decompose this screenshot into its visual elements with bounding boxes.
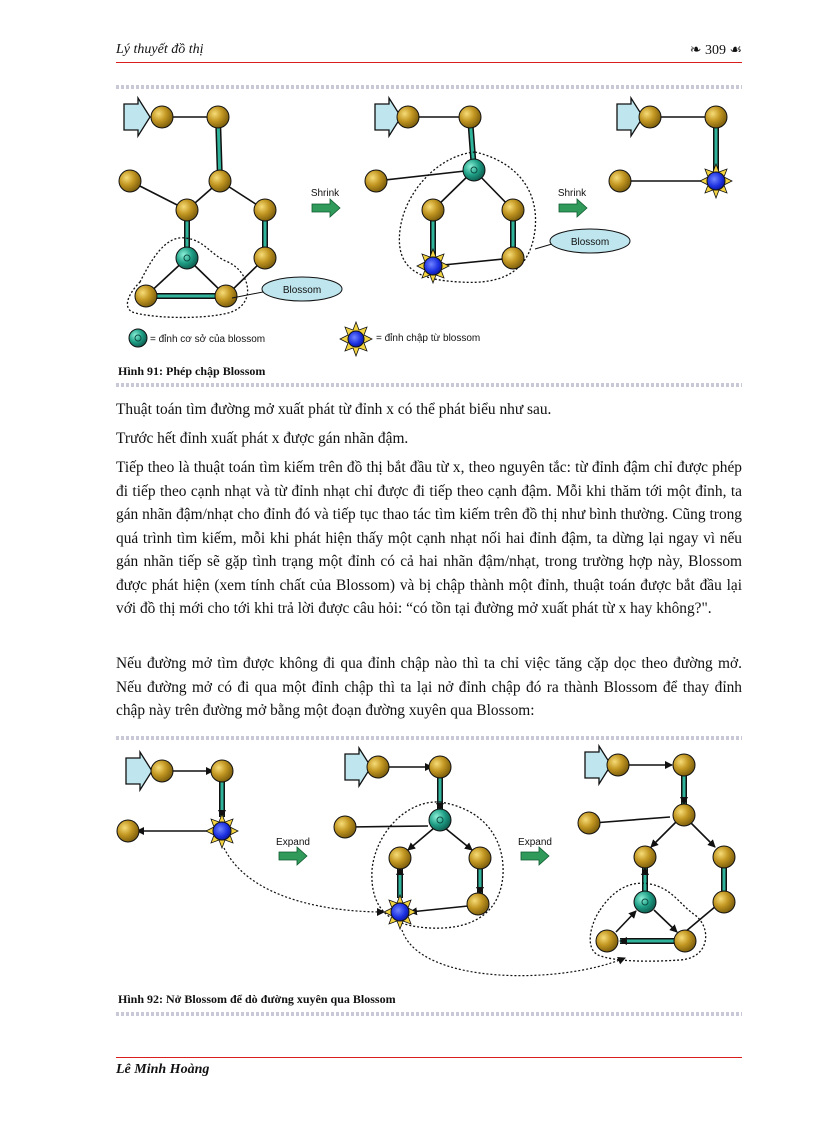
- edge: [408, 828, 434, 850]
- figure-92-bottom-divider: [116, 1012, 742, 1016]
- vertex: [215, 285, 237, 307]
- shrink-label: Shrink: [310, 188, 340, 199]
- shrink-arrow-icon: [312, 199, 340, 217]
- figure-91-top-divider: [116, 85, 742, 89]
- vertex: [634, 846, 656, 868]
- page-number-value: 309: [704, 43, 726, 58]
- shrink-arrow-icon: [559, 199, 587, 217]
- edge: [349, 826, 428, 827]
- contracted-vertex: [213, 822, 231, 840]
- vertex: [502, 199, 524, 221]
- contracted-vertex: [707, 172, 725, 190]
- start-arrow-icon: [124, 98, 150, 136]
- vertex: [422, 199, 444, 221]
- vertex: [639, 106, 661, 128]
- vertex: [119, 170, 141, 192]
- edge: [445, 828, 472, 850]
- footer-author: Lê Minh Hoàng: [116, 1062, 210, 1077]
- figure-92-top-divider: [116, 736, 742, 740]
- blossom-bubble-label: Blossom: [570, 237, 610, 248]
- vertex: [609, 170, 631, 192]
- base-vertex: [634, 891, 656, 913]
- edge: [690, 822, 715, 847]
- base-vertex-legend-icon: [129, 329, 147, 347]
- contracted-vertex: [424, 257, 442, 275]
- contracted-vertex: [391, 903, 409, 921]
- expand-arrow-icon: [521, 847, 549, 865]
- vertex: [596, 930, 618, 952]
- base-vertex: [463, 159, 485, 181]
- vertex: [673, 804, 695, 826]
- edge: [651, 822, 676, 847]
- vertex: [151, 760, 173, 782]
- footer-rule: [116, 1057, 742, 1058]
- expand-label: Expand: [518, 837, 552, 848]
- edge: [685, 906, 716, 932]
- vertex: [151, 106, 173, 128]
- figure-91: [116, 92, 742, 362]
- expand-label: Expand: [276, 837, 310, 848]
- edge: [616, 911, 636, 932]
- vertex: [469, 847, 491, 869]
- vertex: [673, 754, 695, 776]
- fig91-graph-3: [609, 98, 732, 198]
- edge: [410, 906, 468, 912]
- vertex: [254, 247, 276, 269]
- base-vertex: [176, 247, 198, 269]
- vertex: [429, 756, 451, 778]
- vertex: [674, 930, 696, 952]
- vertex: [467, 893, 489, 915]
- figure-92-caption: Hình 92: Nở Blossom để dò đường xuyên qua Blossom: [118, 992, 396, 1006]
- vertex: [705, 106, 727, 128]
- legend-contracted-text: = đỉnh chập từ blossom: [376, 333, 481, 344]
- fig91-graph-1: [119, 98, 342, 317]
- base-vertex: [429, 809, 451, 831]
- page-header: [116, 40, 742, 62]
- vertex: [502, 247, 524, 269]
- ornament-right-icon: ☙: [725, 43, 742, 58]
- vertex: [459, 106, 481, 128]
- fig91-graph-2: [365, 98, 630, 283]
- vertex: [397, 106, 419, 128]
- paragraph-1: Thuật toán tìm đường mở xuất phát từ đỉnh x có thể phát biểu như sau.: [116, 401, 552, 418]
- vertex: [135, 285, 157, 307]
- ornament-left-icon: ❧: [689, 43, 705, 58]
- vertex: [713, 846, 735, 868]
- running-title: Lý thuyết đồ thị: [116, 42, 204, 57]
- vertex: [578, 812, 600, 834]
- vertex: [367, 756, 389, 778]
- blossom-bubble-label: Blossom: [282, 285, 322, 296]
- vertex: [176, 199, 198, 221]
- vertex: [365, 170, 387, 192]
- vertex: [254, 199, 276, 221]
- figure-91-bottom-divider: [116, 383, 742, 387]
- expand-link-arrow: [402, 930, 625, 976]
- vertex: [209, 170, 231, 192]
- edge: [376, 170, 474, 181]
- edge: [654, 910, 677, 932]
- paragraph-4: Nếu đường mở tìm được không đi qua đỉnh chập nào thì ta chỉ việc tăng cặp dọc theo đường mở. Nếu đường mở có đi qua một đỉnh chập thì ta lại nở đỉnh chập đó ra thành Blossom để thay đỉnh chập này trên đường mở bằng một đoạn đường xuyên qua Blossom:: [116, 655, 742, 719]
- page-number: [690, 42, 742, 59]
- shrink-label: Shrink: [557, 188, 587, 199]
- header-rule: [116, 62, 742, 63]
- vertex: [334, 816, 356, 838]
- paragraph-2: Trước hết đỉnh xuất phát x được gán nhãn đậm.: [116, 430, 409, 447]
- edge: [593, 817, 670, 823]
- vertex: [211, 760, 233, 782]
- legend-base-text: = đỉnh cơ sở của blossom: [150, 334, 266, 345]
- vertex: [607, 754, 629, 776]
- fig92-graph-3: [578, 746, 735, 961]
- figure-92: [116, 742, 742, 990]
- fig91-legend: [129, 322, 480, 356]
- paragraph-3: Tiếp theo là thuật toán tìm kiếm trên đồ thị bắt đầu từ x, theo nguyên tắc: từ đỉnh đậm chỉ được phép đi tiếp theo cạnh nhạt và từ đỉnh nhạt chỉ được đi tiếp theo cạnh đậm. Mỗi khi thăm tới một đỉnh, ta gán nhãn đậm/nhạt cho đỉnh đó và tiếp tục thao tác tìm kiếm trên đồ thị như bình thường. Cũng trong quá trình tìm kiếm, mỗi khi phát hiện thấy một cạnh nhạt nối hai đỉnh đậm, ta dừng lại ngay vì nếu gán nhãn tiếp sẽ gặp tình trạng một đỉnh có cả hai nhãn đậm/nhạt, trong trường hợp này, Blossom được phát hiện (xem tính chất của Blossom) và bị chập thành một đỉnh, thuật toán được bắt đầu lại với đồ thị mới cho tới khi trả lời được câu hỏi: “có tồn tại đường mở xuất phát từ x hay không?".: [116, 459, 742, 617]
- fig92-graph-1: [117, 752, 238, 848]
- fig92-graph-2: [334, 748, 503, 929]
- vertex: [117, 820, 139, 842]
- vertex: [713, 891, 735, 913]
- vertex: [207, 106, 229, 128]
- expand-arrow-icon: [279, 847, 307, 865]
- start-arrow-icon: [126, 752, 152, 790]
- vertex: [389, 847, 411, 869]
- figure-91-caption: Hình 91: Phép chập Blossom: [118, 364, 266, 378]
